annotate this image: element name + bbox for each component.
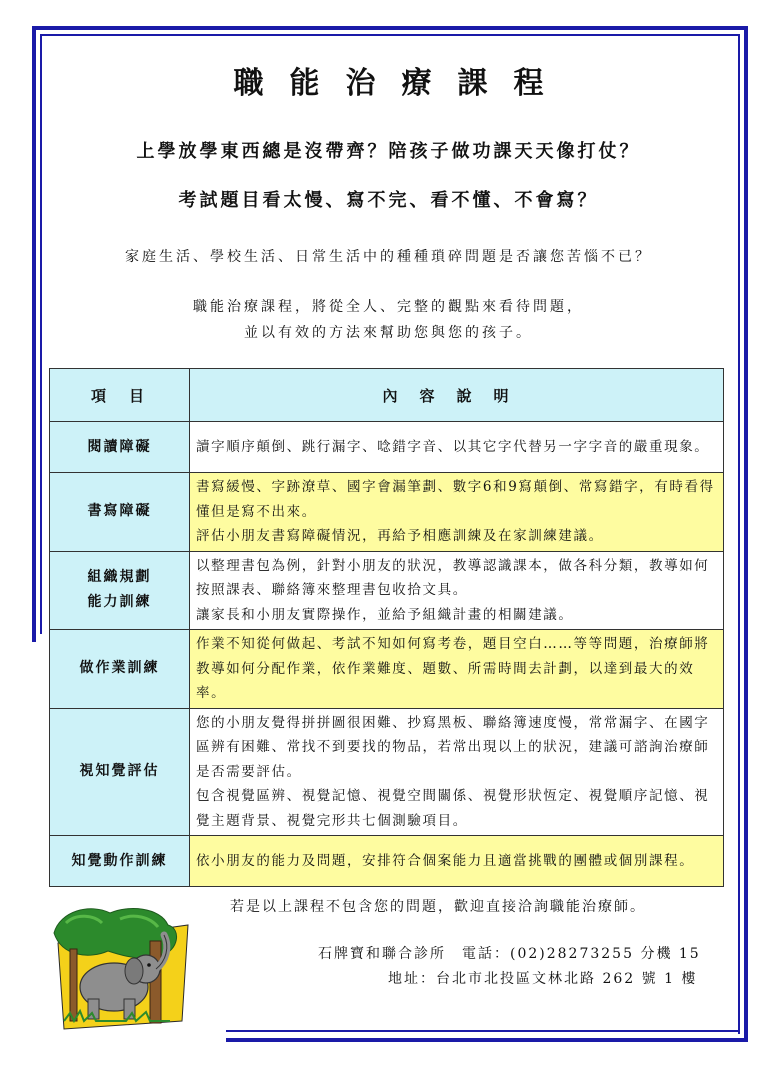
header-description: 內容說明 [190,369,724,422]
intro-paragraph-2-line-1: 職能治療課程，將從全人、完整的觀點來看待問題， [193,299,584,315]
table-row [50,473,724,552]
course-description: 您的小朋友覺得拼拼圖很困難、抄寫黑板、聯絡簿速度慢，常常漏字、在國字區辨有困難、常找不到要找的物品，若常出現以上的狀況，建議可諮詢治療師是否需要評估。 包含視覺區辨、視覺記憶、視覺空間關係、視覺形狀恆定、視覺順序記憶、視覺主題背景、視覺完形共七個測驗項目。 [190,708,724,836]
frame-right-outer [744,26,748,1042]
frame-top-outer [32,26,748,30]
frame-bottom-outer [226,1038,748,1042]
course-description: 以整理書包為例，針對小朋友的狀況，教導認識課本，做各科分類，教導如何按照課表、聯絡簿來整理書包收拾文具。 讓家長和小朋友實際操作，並給予組織計畫的相關建議。 [190,551,724,630]
page-title: 職能治療課程 [233,66,570,101]
course-name: 做作業訓練 [50,630,190,709]
clinic-contact: 石牌寶和聯合診所 電話：(02)28273255 分機 15 [318,946,701,962]
intro-question-2: 考試題目看太慢、寫不完、看不懂、不會寫？ [178,190,599,211]
course-name: 知覺動作訓練 [50,836,190,887]
course-table [49,368,724,887]
frame-top-inner [40,34,740,36]
intro-paragraph-1: 家庭生活、學校生活、日常生活中的種種瑣碎問題是否讓您苦惱不已？ [125,249,652,265]
table-row [50,630,724,709]
table-header-row [50,369,724,422]
table-row [50,551,724,630]
footer-note: 若是以上課程不包含您的問題，歡迎直接洽詢職能治療師。 [230,899,646,915]
course-description: 依小朋友的能力及問題，安排符合個案能力且適當挑戰的團體或個別課程。 [190,836,724,887]
course-description: 書寫緩慢、字跡潦草、國字會漏筆劃、數字6和9寫顛倒、常寫錯字，有時看得懂但是寫不出來。 評估小朋友書寫障礙情況，再給予相應訓練及在家訓練建議。 [190,473,724,552]
frame-bottom-inner [226,1030,740,1032]
intro-question-1: 上學放學東西總是沒帶齊？陪孩子做功課天天像打仗？ [136,141,641,162]
course-name: 閱讀障礙 [50,422,190,473]
intro-paragraph-2-line-2: 並以有效的方法來幫助您與您的孩子。 [244,325,533,341]
course-name: 組織規劃 能力訓練 [50,551,190,630]
course-name: 書寫障礙 [50,473,190,552]
elephant-tree-illustration [50,903,195,1033]
clinic-address: 地址：台北市北投區文林北路 262 號 1 樓 [388,971,698,987]
frame-right-inner [738,34,740,1034]
header-item: 項 目 [50,369,190,422]
table-row [50,422,724,473]
course-description: 讀字順序顛倒、跳行漏字、唸錯字音、以其它字代替另一字字音的嚴重現象。 [190,422,724,473]
course-description: 作業不知從何做起、考試不知如何寫考卷，題目空白……等等問題，治療師將教導如何分配作業，依作業難度、題數、所需時間去計劃，以達到最大的效率。 [190,630,724,709]
course-name: 視知覺評估 [50,708,190,836]
table-row [50,836,724,887]
table-row [50,708,724,836]
